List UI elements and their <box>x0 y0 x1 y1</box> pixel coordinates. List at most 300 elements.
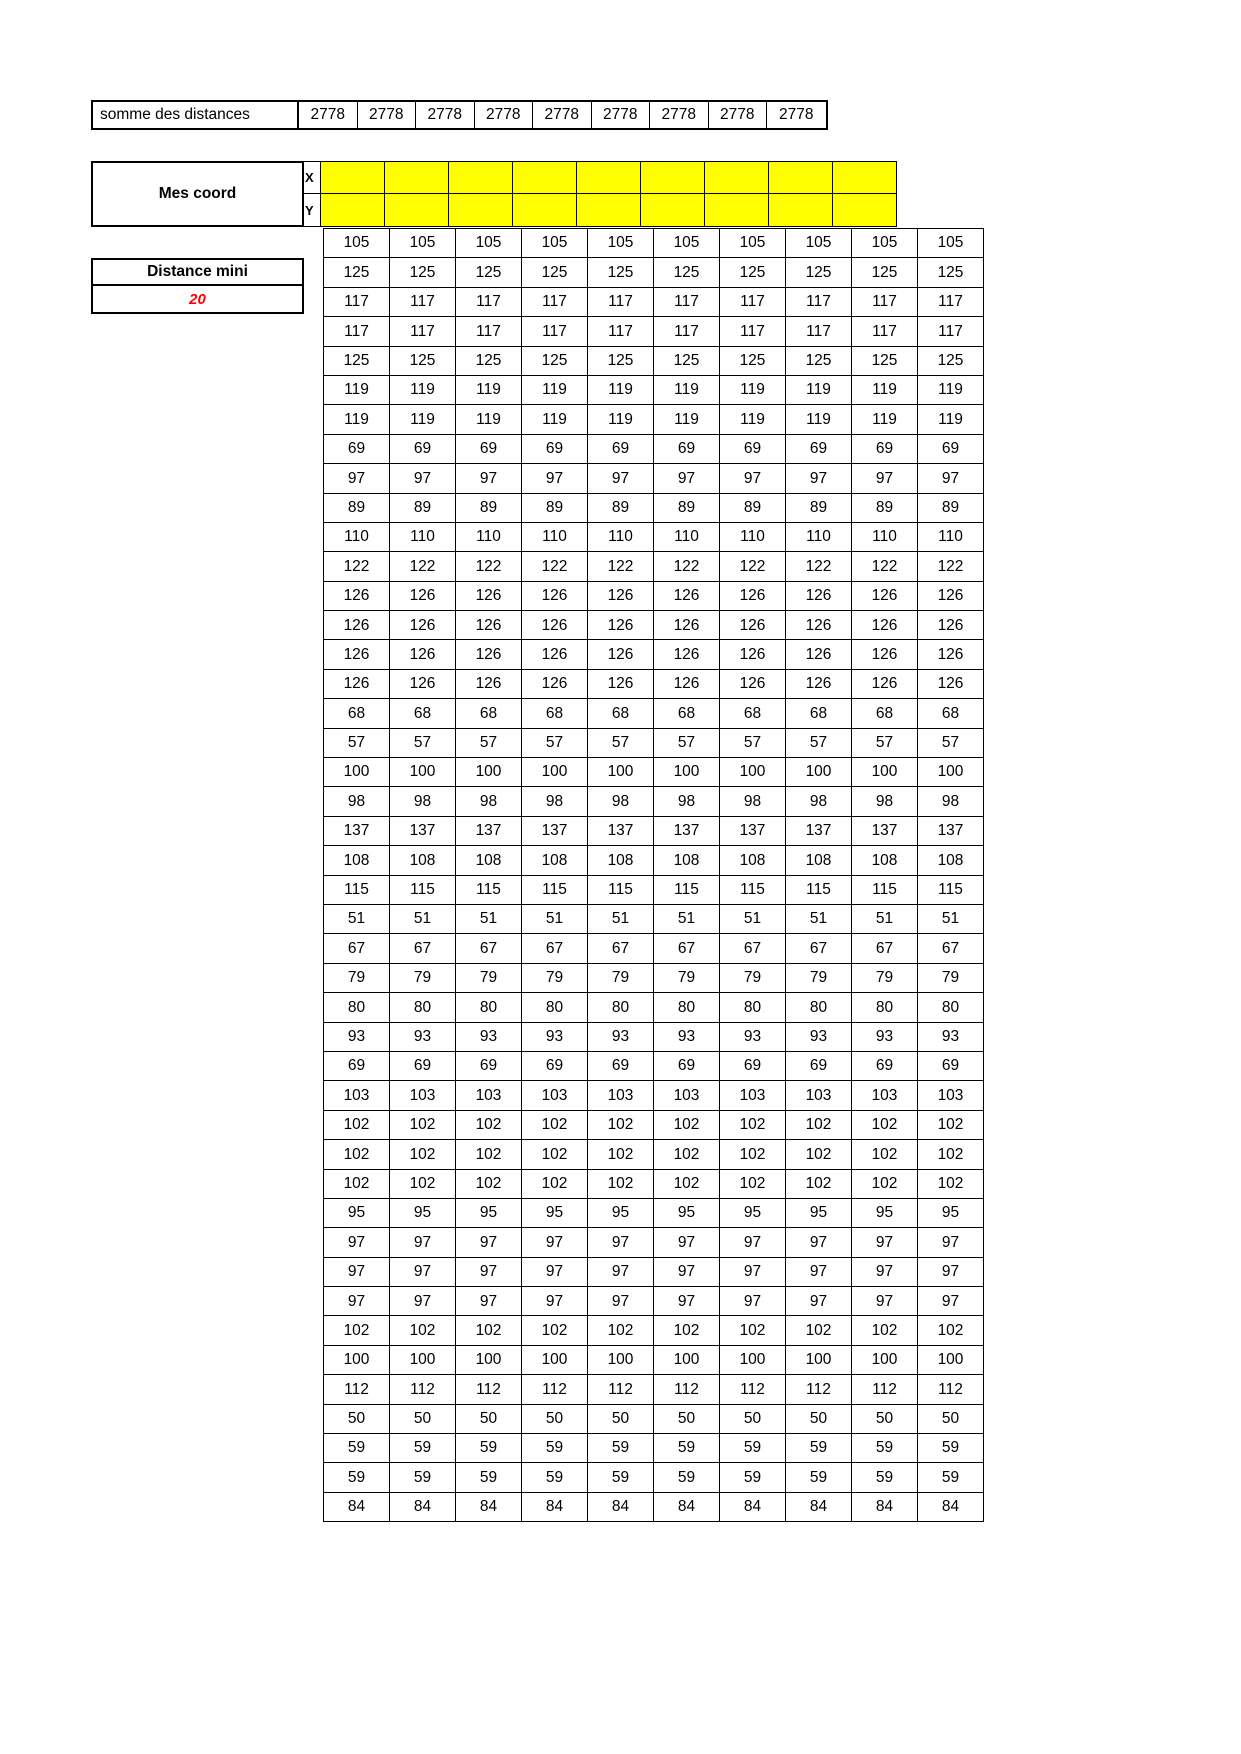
grid-cell[interactable]: 119 <box>324 405 390 434</box>
grid-cell[interactable]: 117 <box>588 287 654 316</box>
grid-cell[interactable]: 97 <box>918 1257 984 1286</box>
coord-y-cell[interactable] <box>577 194 641 227</box>
grid-cell[interactable]: 119 <box>852 405 918 434</box>
grid-cell[interactable]: 126 <box>786 640 852 669</box>
coord-x-cell[interactable] <box>449 161 513 194</box>
grid-cell[interactable]: 117 <box>324 287 390 316</box>
coord-y-cell[interactable] <box>449 194 513 227</box>
grid-cell[interactable]: 69 <box>918 1051 984 1080</box>
coord-x-cell[interactable] <box>321 161 385 194</box>
grid-cell[interactable]: 102 <box>654 1169 720 1198</box>
grid-cell[interactable]: 50 <box>654 1404 720 1433</box>
grid-cell[interactable]: 119 <box>918 405 984 434</box>
grid-cell[interactable]: 115 <box>522 875 588 904</box>
coord-x-cell[interactable] <box>833 161 897 194</box>
grid-cell[interactable]: 80 <box>390 993 456 1022</box>
grid-cell[interactable]: 103 <box>654 1081 720 1110</box>
grid-cell[interactable]: 103 <box>852 1081 918 1110</box>
grid-cell[interactable]: 103 <box>390 1081 456 1110</box>
grid-cell[interactable]: 68 <box>390 699 456 728</box>
grid-cell[interactable]: 84 <box>390 1492 456 1521</box>
grid-cell[interactable]: 126 <box>852 669 918 698</box>
grid-cell[interactable]: 95 <box>324 1198 390 1227</box>
grid-cell[interactable]: 137 <box>654 816 720 845</box>
grid-cell[interactable]: 102 <box>390 1316 456 1345</box>
grid-cell[interactable]: 80 <box>654 993 720 1022</box>
grid-cell[interactable]: 79 <box>720 963 786 992</box>
grid-cell[interactable]: 69 <box>852 1051 918 1080</box>
grid-cell[interactable]: 57 <box>456 728 522 757</box>
grid-cell[interactable]: 122 <box>588 552 654 581</box>
grid-cell[interactable]: 69 <box>390 434 456 463</box>
grid-cell[interactable]: 102 <box>720 1316 786 1345</box>
grid-cell[interactable]: 126 <box>720 640 786 669</box>
grid-cell[interactable]: 69 <box>588 434 654 463</box>
grid-cell[interactable]: 57 <box>588 728 654 757</box>
grid-cell[interactable]: 51 <box>588 904 654 933</box>
grid-cell[interactable]: 93 <box>720 1022 786 1051</box>
grid-cell[interactable]: 126 <box>654 669 720 698</box>
grid-cell[interactable]: 57 <box>852 728 918 757</box>
grid-cell[interactable]: 119 <box>390 405 456 434</box>
grid-cell[interactable]: 126 <box>324 581 390 610</box>
grid-cell[interactable]: 102 <box>852 1140 918 1169</box>
grid-cell[interactable]: 117 <box>522 287 588 316</box>
grid-cell[interactable]: 57 <box>390 728 456 757</box>
grid-cell[interactable]: 97 <box>390 1287 456 1316</box>
grid-cell[interactable]: 84 <box>522 1492 588 1521</box>
grid-cell[interactable]: 117 <box>456 317 522 346</box>
grid-cell[interactable]: 97 <box>720 1257 786 1286</box>
grid-cell[interactable]: 100 <box>390 758 456 787</box>
grid-cell[interactable]: 110 <box>324 522 390 551</box>
grid-cell[interactable]: 119 <box>324 375 390 404</box>
grid-cell[interactable]: 50 <box>390 1404 456 1433</box>
grid-cell[interactable]: 102 <box>390 1140 456 1169</box>
grid-cell[interactable]: 103 <box>720 1081 786 1110</box>
grid-cell[interactable]: 102 <box>588 1140 654 1169</box>
grid-cell[interactable]: 105 <box>720 229 786 258</box>
grid-cell[interactable]: 102 <box>918 1169 984 1198</box>
grid-cell[interactable]: 122 <box>456 552 522 581</box>
grid-cell[interactable]: 119 <box>720 375 786 404</box>
grid-cell[interactable]: 84 <box>918 1492 984 1521</box>
grid-cell[interactable]: 125 <box>390 346 456 375</box>
grid-cell[interactable]: 100 <box>522 758 588 787</box>
grid-cell[interactable]: 95 <box>786 1198 852 1227</box>
grid-cell[interactable]: 97 <box>918 1228 984 1257</box>
grid-cell[interactable]: 100 <box>852 1345 918 1374</box>
coord-y-cell[interactable] <box>705 194 769 227</box>
grid-cell[interactable]: 102 <box>324 1169 390 1198</box>
coord-y-cell[interactable] <box>833 194 897 227</box>
grid-cell[interactable]: 67 <box>324 934 390 963</box>
sum-cell[interactable]: 2778 <box>779 106 814 123</box>
grid-cell[interactable]: 84 <box>456 1492 522 1521</box>
grid-cell[interactable]: 108 <box>720 846 786 875</box>
grid-cell[interactable]: 119 <box>786 405 852 434</box>
grid-cell[interactable]: 59 <box>588 1463 654 1492</box>
grid-cell[interactable]: 117 <box>390 287 456 316</box>
grid-cell[interactable]: 57 <box>522 728 588 757</box>
grid-cell[interactable]: 102 <box>522 1140 588 1169</box>
grid-cell[interactable]: 100 <box>786 758 852 787</box>
grid-cell[interactable]: 100 <box>918 1345 984 1374</box>
grid-cell[interactable]: 98 <box>786 787 852 816</box>
grid-cell[interactable]: 79 <box>786 963 852 992</box>
grid-cell[interactable]: 79 <box>588 963 654 992</box>
grid-cell[interactable]: 102 <box>324 1110 390 1139</box>
grid-cell[interactable]: 126 <box>786 669 852 698</box>
grid-cell[interactable]: 50 <box>786 1404 852 1433</box>
grid-cell[interactable]: 93 <box>324 1022 390 1051</box>
coord-y-cell[interactable] <box>321 194 385 227</box>
grid-cell[interactable]: 84 <box>588 1492 654 1521</box>
grid-cell[interactable]: 119 <box>588 375 654 404</box>
grid-cell[interactable]: 59 <box>456 1434 522 1463</box>
grid-cell[interactable]: 69 <box>522 1051 588 1080</box>
grid-cell[interactable]: 97 <box>654 1257 720 1286</box>
grid-cell[interactable]: 102 <box>852 1169 918 1198</box>
grid-cell[interactable]: 67 <box>390 934 456 963</box>
grid-cell[interactable]: 59 <box>918 1463 984 1492</box>
sum-cell[interactable]: 2778 <box>650 102 709 128</box>
grid-cell[interactable]: 97 <box>390 1228 456 1257</box>
grid-cell[interactable]: 93 <box>588 1022 654 1051</box>
coord-x-cell[interactable] <box>577 161 641 194</box>
coord-x-cell[interactable] <box>641 161 705 194</box>
grid-cell[interactable]: 108 <box>918 846 984 875</box>
grid-cell[interactable]: 102 <box>456 1140 522 1169</box>
grid-cell[interactable]: 102 <box>918 1110 984 1139</box>
grid-cell[interactable]: 69 <box>720 1051 786 1080</box>
grid-cell[interactable]: 100 <box>324 1345 390 1374</box>
grid-cell[interactable]: 79 <box>918 963 984 992</box>
grid-cell[interactable]: 89 <box>522 493 588 522</box>
grid-cell[interactable]: 117 <box>786 317 852 346</box>
grid-cell[interactable]: 69 <box>654 434 720 463</box>
grid-cell[interactable]: 126 <box>720 669 786 698</box>
grid-cell[interactable]: 125 <box>786 346 852 375</box>
grid-cell[interactable]: 89 <box>654 493 720 522</box>
sum-cell[interactable]: 2778 <box>533 102 592 128</box>
grid-cell[interactable]: 97 <box>852 1257 918 1286</box>
grid-cell[interactable]: 93 <box>456 1022 522 1051</box>
grid-cell[interactable]: 126 <box>588 581 654 610</box>
grid-cell[interactable]: 102 <box>918 1140 984 1169</box>
grid-cell[interactable]: 69 <box>720 434 786 463</box>
grid-cell[interactable]: 115 <box>654 875 720 904</box>
grid-cell[interactable]: 69 <box>852 434 918 463</box>
grid-cell[interactable]: 105 <box>390 229 456 258</box>
grid-cell[interactable]: 84 <box>852 1492 918 1521</box>
grid-cell[interactable]: 108 <box>390 846 456 875</box>
grid-cell[interactable]: 126 <box>654 640 720 669</box>
sum-cell[interactable]: 2778 <box>475 102 534 128</box>
grid-cell[interactable]: 84 <box>720 1492 786 1521</box>
grid-cell[interactable]: 57 <box>324 728 390 757</box>
grid-cell[interactable]: 69 <box>786 434 852 463</box>
grid-cell[interactable]: 126 <box>456 581 522 610</box>
grid-cell[interactable]: 126 <box>390 669 456 698</box>
grid-cell[interactable]: 126 <box>918 611 984 640</box>
grid-cell[interactable]: 119 <box>456 375 522 404</box>
grid-cell[interactable]: 97 <box>588 1287 654 1316</box>
grid-cell[interactable]: 67 <box>522 934 588 963</box>
grid-cell[interactable]: 97 <box>522 464 588 493</box>
grid-cell[interactable]: 125 <box>786 258 852 287</box>
grid-cell[interactable]: 117 <box>786 287 852 316</box>
grid-cell[interactable]: 125 <box>456 346 522 375</box>
grid-cell[interactable]: 97 <box>852 1228 918 1257</box>
grid-cell[interactable]: 105 <box>522 229 588 258</box>
grid-cell[interactable]: 137 <box>324 816 390 845</box>
grid-cell[interactable]: 89 <box>786 493 852 522</box>
grid-cell[interactable]: 117 <box>654 317 720 346</box>
grid-cell[interactable]: 125 <box>456 258 522 287</box>
grid-cell[interactable]: 103 <box>918 1081 984 1110</box>
grid-cell[interactable]: 122 <box>852 552 918 581</box>
grid-cell[interactable]: 117 <box>588 317 654 346</box>
sum-cell[interactable]: 2778 <box>592 102 651 128</box>
grid-cell[interactable]: 125 <box>588 258 654 287</box>
grid-cell[interactable]: 126 <box>918 669 984 698</box>
grid-cell[interactable]: 69 <box>324 1051 390 1080</box>
grid-cell[interactable]: 126 <box>522 611 588 640</box>
grid-cell[interactable]: 105 <box>852 229 918 258</box>
grid-cell[interactable]: 112 <box>324 1375 390 1404</box>
grid-cell[interactable]: 126 <box>324 640 390 669</box>
grid-cell[interactable]: 102 <box>852 1316 918 1345</box>
grid-cell[interactable]: 69 <box>918 434 984 463</box>
grid-cell[interactable]: 69 <box>588 1051 654 1080</box>
grid-cell[interactable]: 102 <box>588 1169 654 1198</box>
grid-cell[interactable]: 126 <box>918 640 984 669</box>
grid-cell[interactable]: 108 <box>522 846 588 875</box>
grid-cell[interactable]: 117 <box>720 287 786 316</box>
grid-cell[interactable]: 125 <box>522 258 588 287</box>
grid-cell[interactable]: 115 <box>786 875 852 904</box>
grid-cell[interactable]: 93 <box>654 1022 720 1051</box>
grid-cell[interactable]: 102 <box>720 1110 786 1139</box>
grid-cell[interactable]: 125 <box>390 258 456 287</box>
grid-cell[interactable]: 126 <box>522 640 588 669</box>
grid-cell[interactable]: 57 <box>720 728 786 757</box>
grid-cell[interactable]: 115 <box>918 875 984 904</box>
grid-cell[interactable]: 59 <box>852 1434 918 1463</box>
coord-y-cell[interactable] <box>385 194 449 227</box>
grid-cell[interactable]: 102 <box>918 1316 984 1345</box>
grid-cell[interactable]: 126 <box>654 581 720 610</box>
grid-cell[interactable]: 97 <box>324 464 390 493</box>
grid-cell[interactable]: 103 <box>522 1081 588 1110</box>
grid-cell[interactable]: 119 <box>786 375 852 404</box>
grid-cell[interactable]: 59 <box>390 1463 456 1492</box>
grid-cell[interactable]: 125 <box>720 258 786 287</box>
grid-cell[interactable]: 137 <box>390 816 456 845</box>
grid-cell[interactable]: 126 <box>786 611 852 640</box>
grid-cell[interactable]: 95 <box>522 1198 588 1227</box>
grid-cell[interactable]: 51 <box>720 904 786 933</box>
grid-cell[interactable]: 67 <box>588 934 654 963</box>
grid-cell[interactable]: 119 <box>456 405 522 434</box>
grid-cell[interactable]: 97 <box>588 464 654 493</box>
grid-cell[interactable]: 125 <box>720 346 786 375</box>
grid-cell[interactable]: 59 <box>918 1434 984 1463</box>
grid-cell[interactable]: 100 <box>324 758 390 787</box>
grid-cell[interactable]: 97 <box>390 464 456 493</box>
grid-cell[interactable]: 50 <box>324 1404 390 1433</box>
grid-cell[interactable]: 102 <box>786 1110 852 1139</box>
grid-cell[interactable]: 126 <box>324 611 390 640</box>
grid-cell[interactable]: 100 <box>456 1345 522 1374</box>
grid-cell[interactable]: 126 <box>522 669 588 698</box>
grid-cell[interactable]: 102 <box>786 1140 852 1169</box>
grid-cell[interactable]: 102 <box>522 1110 588 1139</box>
grid-cell[interactable]: 69 <box>456 1051 522 1080</box>
grid-cell[interactable]: 97 <box>456 1228 522 1257</box>
grid-cell[interactable]: 98 <box>720 787 786 816</box>
grid-cell[interactable]: 59 <box>324 1463 390 1492</box>
coord-y-cell[interactable] <box>513 194 577 227</box>
grid-cell[interactable]: 103 <box>456 1081 522 1110</box>
grid-cell[interactable]: 110 <box>786 522 852 551</box>
grid-cell[interactable]: 100 <box>852 758 918 787</box>
grid-cell[interactable]: 79 <box>522 963 588 992</box>
grid-cell[interactable]: 122 <box>654 552 720 581</box>
grid-cell[interactable]: 125 <box>588 346 654 375</box>
grid-cell[interactable]: 100 <box>588 758 654 787</box>
grid-cell[interactable]: 126 <box>456 669 522 698</box>
grid-cell[interactable]: 102 <box>522 1316 588 1345</box>
grid-cell[interactable]: 108 <box>324 846 390 875</box>
coord-x-cell[interactable] <box>385 161 449 194</box>
grid-cell[interactable]: 103 <box>786 1081 852 1110</box>
grid-cell[interactable]: 93 <box>918 1022 984 1051</box>
grid-cell[interactable]: 102 <box>324 1316 390 1345</box>
grid-cell[interactable]: 119 <box>390 375 456 404</box>
grid-cell[interactable]: 51 <box>852 904 918 933</box>
grid-cell[interactable]: 102 <box>588 1316 654 1345</box>
grid-cell[interactable]: 117 <box>456 287 522 316</box>
grid-cell[interactable]: 98 <box>588 787 654 816</box>
grid-cell[interactable]: 112 <box>456 1375 522 1404</box>
grid-cell[interactable]: 105 <box>456 229 522 258</box>
grid-cell[interactable]: 79 <box>324 963 390 992</box>
coord-y-cell[interactable] <box>769 194 833 227</box>
grid-cell[interactable]: 80 <box>522 993 588 1022</box>
grid-cell[interactable]: 100 <box>918 758 984 787</box>
grid-cell[interactable]: 67 <box>852 934 918 963</box>
grid-cell[interactable]: 98 <box>918 787 984 816</box>
grid-cell[interactable]: 102 <box>720 1169 786 1198</box>
grid-cell[interactable]: 97 <box>324 1287 390 1316</box>
grid-cell[interactable]: 102 <box>522 1169 588 1198</box>
grid-cell[interactable]: 117 <box>852 287 918 316</box>
grid-cell[interactable]: 57 <box>918 728 984 757</box>
grid-cell[interactable]: 50 <box>456 1404 522 1433</box>
grid-cell[interactable]: 126 <box>588 611 654 640</box>
grid-cell[interactable]: 126 <box>588 669 654 698</box>
grid-cell[interactable]: 68 <box>852 699 918 728</box>
grid-cell[interactable]: 100 <box>654 758 720 787</box>
grid-cell[interactable]: 126 <box>918 581 984 610</box>
grid-cell[interactable]: 69 <box>522 434 588 463</box>
grid-cell[interactable]: 80 <box>786 993 852 1022</box>
grid-cell[interactable]: 100 <box>720 1345 786 1374</box>
coord-y-cell[interactable] <box>641 194 705 227</box>
grid-cell[interactable]: 100 <box>522 1345 588 1374</box>
grid-cell[interactable]: 125 <box>654 258 720 287</box>
grid-cell[interactable]: 102 <box>390 1169 456 1198</box>
grid-cell[interactable]: 51 <box>324 904 390 933</box>
grid-cell[interactable]: 79 <box>456 963 522 992</box>
grid-cell[interactable]: 102 <box>786 1316 852 1345</box>
grid-cell[interactable]: 105 <box>786 229 852 258</box>
grid-cell[interactable]: 126 <box>522 581 588 610</box>
grid-cell[interactable]: 89 <box>852 493 918 522</box>
grid-cell[interactable]: 122 <box>786 552 852 581</box>
grid-cell[interactable]: 115 <box>456 875 522 904</box>
grid-cell[interactable]: 89 <box>588 493 654 522</box>
grid-cell[interactable]: 97 <box>324 1257 390 1286</box>
grid-cell[interactable]: 59 <box>522 1463 588 1492</box>
grid-cell[interactable]: 119 <box>720 405 786 434</box>
grid-cell[interactable]: 100 <box>654 1345 720 1374</box>
grid-cell[interactable]: 102 <box>654 1140 720 1169</box>
grid-cell[interactable]: 112 <box>720 1375 786 1404</box>
grid-cell[interactable]: 89 <box>390 493 456 522</box>
grid-cell[interactable]: 125 <box>918 346 984 375</box>
grid-cell[interactable]: 97 <box>786 1228 852 1257</box>
grid-cell[interactable]: 126 <box>720 581 786 610</box>
grid-cell[interactable]: 97 <box>786 1257 852 1286</box>
grid-cell[interactable]: 50 <box>918 1404 984 1433</box>
grid-cell[interactable]: 51 <box>918 904 984 933</box>
grid-cell[interactable]: 97 <box>654 1228 720 1257</box>
grid-cell[interactable]: 126 <box>456 640 522 669</box>
grid-cell[interactable]: 67 <box>456 934 522 963</box>
grid-cell[interactable]: 97 <box>654 464 720 493</box>
grid-cell[interactable]: 57 <box>654 728 720 757</box>
grid-cell[interactable]: 110 <box>918 522 984 551</box>
grid-cell[interactable]: 79 <box>390 963 456 992</box>
grid-cell[interactable]: 98 <box>324 787 390 816</box>
grid-cell[interactable]: 126 <box>720 611 786 640</box>
grid-cell[interactable]: 102 <box>324 1140 390 1169</box>
grid-cell[interactable]: 112 <box>588 1375 654 1404</box>
grid-cell[interactable]: 103 <box>588 1081 654 1110</box>
grid-cell[interactable]: 89 <box>720 493 786 522</box>
grid-cell[interactable]: 59 <box>390 1434 456 1463</box>
grid-cell[interactable]: 93 <box>852 1022 918 1051</box>
grid-cell[interactable]: 67 <box>786 934 852 963</box>
grid-cell[interactable]: 84 <box>654 1492 720 1521</box>
grid-cell[interactable]: 125 <box>522 346 588 375</box>
grid-cell[interactable]: 95 <box>918 1198 984 1227</box>
grid-cell[interactable]: 97 <box>918 464 984 493</box>
grid-cell[interactable]: 95 <box>588 1198 654 1227</box>
grid-cell[interactable]: 68 <box>720 699 786 728</box>
coord-x-cell[interactable] <box>513 161 577 194</box>
grid-cell[interactable]: 59 <box>654 1463 720 1492</box>
grid-cell[interactable]: 93 <box>786 1022 852 1051</box>
grid-cell[interactable]: 115 <box>390 875 456 904</box>
grid-cell[interactable]: 117 <box>390 317 456 346</box>
grid-cell[interactable]: 112 <box>918 1375 984 1404</box>
grid-cell[interactable]: 105 <box>654 229 720 258</box>
grid-cell[interactable]: 97 <box>456 1287 522 1316</box>
